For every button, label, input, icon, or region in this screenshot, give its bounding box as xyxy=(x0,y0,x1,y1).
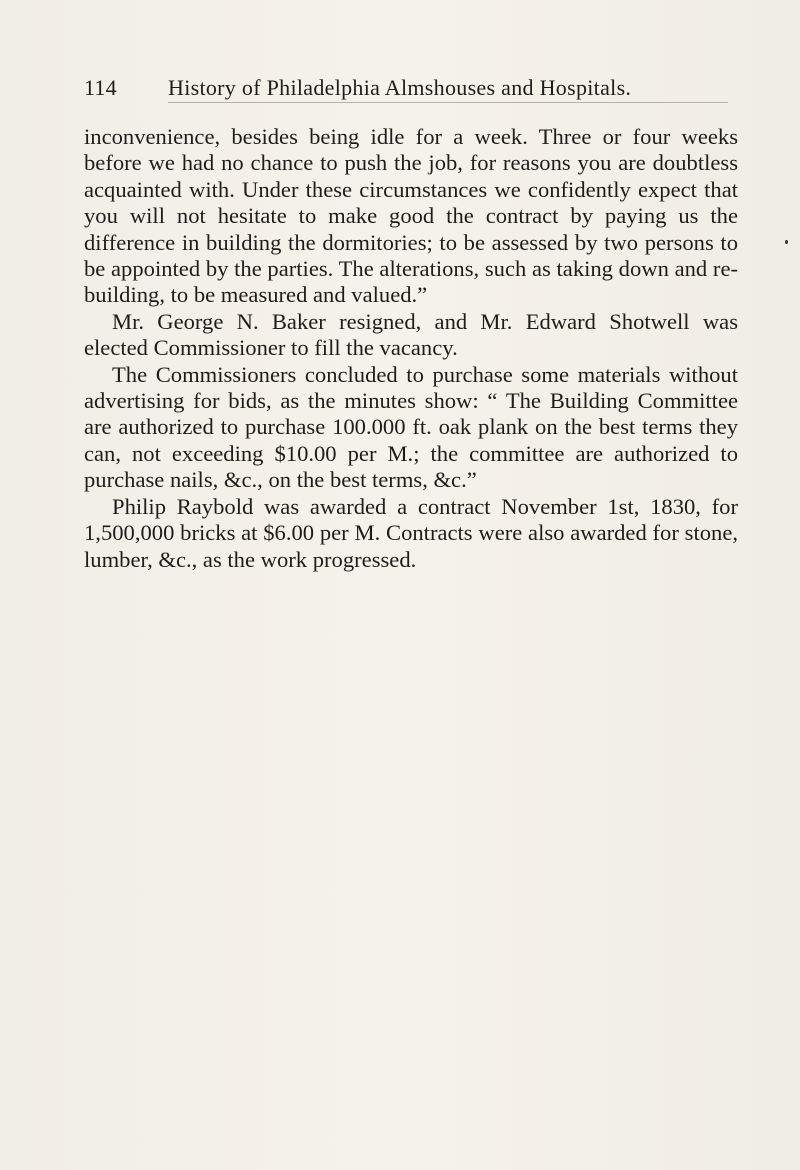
page-number: 114 xyxy=(84,75,117,100)
page-header xyxy=(84,74,744,104)
running-title: History of Philadelphia Almshouses and Hospitals. xyxy=(168,75,632,100)
header-rule xyxy=(168,102,728,103)
body-text xyxy=(84,124,738,573)
paragraph-2: Mr. George N. Baker resigned, and Mr. Edward Shotwell was elected Commissioner to fill the vacancy. xyxy=(84,308,738,361)
paragraph-4: Philip Raybold was awarded a contract November 1st, 1830, for 1,500,000 bricks at $6.00 per M. Contracts were also awarded for stone, lumber, &c., as the work progressed. xyxy=(84,493,738,572)
margin-mark xyxy=(785,240,788,244)
paragraph-3: The Commissioners concluded to purchase some materials without advertising for bids, as the minutes show: “ The Building Committee are authorized to purchase 100.000 ft. oak plank on the best terms they can, not exceeding $10.00 per M.; the committee are authorized to purchase nails, &c., on the best terms, &c.” xyxy=(84,361,738,493)
paragraph-1: inconvenience, besides being idle for a week. Three or four weeks before we had no chance to push the job, for reasons you are doubtless acquainted with. Under these circumstances we confidently expect that you will not hesitate to make good the contract by paying us the difference in building the dormitories; to be assessed by two persons to be appointed by the parties. The alterations, such as taking down and re-building, to be measured and valued.” xyxy=(84,124,738,308)
